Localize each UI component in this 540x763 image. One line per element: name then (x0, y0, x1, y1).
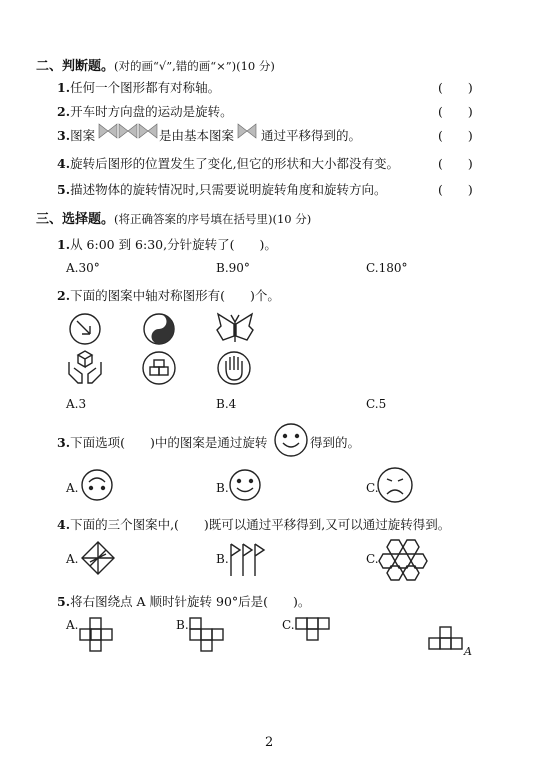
q1-option-c[interactable]: C.180° (366, 261, 408, 275)
choice-q1: 1.从 6:00 到 6:30,分针旋转了( )。 (57, 237, 277, 252)
q1-option-b[interactable]: B.90° (216, 261, 250, 275)
judge-q1: 1.任何一个图形都有对称轴。 (57, 80, 221, 95)
block-shape-a-icon (79, 617, 113, 653)
smiley-face-icon (273, 422, 309, 458)
judge-q3: 3.图案 (57, 128, 96, 143)
q2-option-b[interactable]: B.4 (216, 397, 237, 411)
q4-option-c[interactable]: C. (366, 552, 379, 566)
section2-note: (对的画“√”,错的画“×”)(10 分) (114, 59, 275, 73)
q5-option-c[interactable]: C. (282, 618, 295, 632)
q4-option-b[interactable]: B. (216, 552, 229, 566)
judge-q2: 2.开车时方向盘的运动是旋转。 (57, 104, 233, 119)
yin-yang-icon (142, 312, 176, 346)
section3-heading (36, 208, 311, 227)
q4-option-a[interactable]: A. (66, 552, 79, 566)
judge-q5: 5.描述物体的旋转情况时,只需要说明旋转角度和旋转方向。 (57, 182, 387, 197)
smiley-face-b-icon (228, 468, 262, 502)
answer-paren[interactable]: ( ) (438, 156, 473, 171)
section3-note: (将正确答案的序号填在括号里)(10 分) (114, 212, 312, 226)
star-square-icon (80, 540, 116, 576)
bowtie-unit-icon (237, 123, 259, 139)
hand-circle-icon (216, 350, 252, 386)
page-number: 2 (265, 735, 274, 750)
q2-option-c[interactable]: C.5 (366, 397, 387, 411)
choice-q3-end: 得到的。 (310, 435, 361, 450)
choice-q5: 5.将右图绕点 A 顺时针旋转 90°后是( )。 (57, 594, 311, 609)
sad-face-c-icon (376, 466, 414, 504)
section3-title: 三、选择题。 (36, 212, 115, 227)
q3-option-c[interactable]: C. (366, 481, 379, 495)
judge-q4: 4.旋转后图形的位置发生了变化,但它的形状和大小都没有变。 (57, 156, 400, 171)
answer-paren[interactable]: ( ) (438, 104, 473, 119)
judge-q3-mid: 是由基本图案 (159, 128, 235, 143)
section2-title: 二、判断题。 (36, 59, 115, 74)
choice-q3: 3.下面选项( )中的图案是通过旋转 (57, 435, 268, 450)
answer-paren[interactable]: ( ) (438, 80, 473, 95)
q1-option-a[interactable]: A.30° (66, 261, 100, 275)
arrow-circle-icon (68, 312, 102, 346)
butterfly-icon (215, 312, 255, 346)
building-circle-icon (141, 350, 177, 386)
q3-option-a[interactable]: A. (66, 481, 79, 495)
answer-paren[interactable]: ( ) (438, 128, 473, 143)
rotated-face-a-icon (80, 468, 114, 502)
q2-option-a[interactable]: A.3 (66, 397, 87, 411)
flags-icon (228, 540, 268, 578)
choice-q4: 4.下面的三个图案中,( )既可以通过平移得到,又可以通过旋转得到。 (57, 517, 451, 532)
cube-hands-icon (66, 350, 104, 386)
q5-option-b[interactable]: B. (176, 618, 189, 632)
choice-q2: 2.下面的图案中轴对称图形有( )个。 (57, 288, 280, 303)
answer-paren[interactable]: ( ) (438, 182, 473, 197)
block-shape-original-icon (428, 626, 468, 652)
q5-option-a[interactable]: A. (66, 618, 79, 632)
block-shape-c-icon (295, 617, 329, 643)
judge-q3-end: 通过平移得到的。 (261, 128, 362, 143)
section2-heading (36, 55, 275, 74)
q3-option-b[interactable]: B. (216, 481, 229, 495)
block-shape-b-icon (189, 617, 223, 653)
hexagon-cluster-icon (377, 538, 431, 582)
bowtie-pattern-icon (99, 123, 157, 139)
point-a-label: A (464, 645, 472, 658)
